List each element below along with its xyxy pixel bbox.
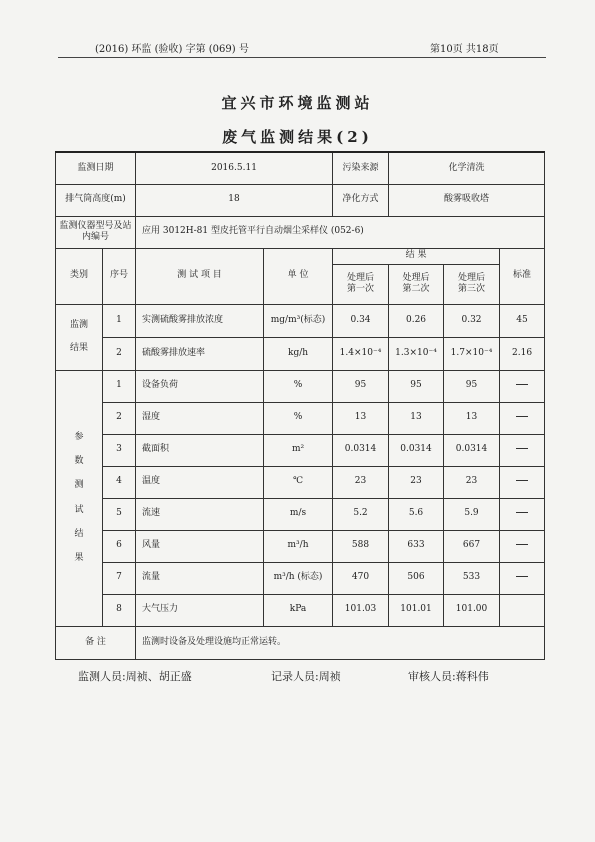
standard-empty-cell	[500, 466, 545, 498]
item-cell: 大气压力	[136, 594, 264, 626]
reviewer-staff: 审核人员:蒋科伟	[408, 670, 489, 683]
result-1-cell: 470	[333, 562, 389, 594]
seq-header: 序号	[103, 248, 136, 304]
unit-header: 单 位	[264, 248, 333, 304]
item-cell: 风量	[136, 530, 264, 562]
item-cell: 截面积	[136, 434, 264, 466]
standard-empty-cell	[500, 402, 545, 434]
group-parameter-label: 参 数 测 试 结 果	[56, 370, 103, 626]
result-3-cell: 95	[444, 370, 500, 402]
result-3-header: 处理后 第三次	[444, 264, 500, 304]
result-1-cell: 101.03	[333, 594, 389, 626]
unit-cell: m²	[264, 434, 333, 466]
table-row	[56, 562, 545, 594]
unit-cell: m/s	[264, 498, 333, 530]
result-2-cell: 0.26	[389, 304, 444, 337]
purify-label: 净化方式	[333, 184, 389, 216]
dash-mark	[516, 544, 528, 545]
document-number: (2016) 环监 (验收) 字第 (069) 号	[95, 44, 249, 55]
result-3-cell: 13	[444, 402, 500, 434]
result-2-cell: 23	[389, 466, 444, 498]
results-table	[55, 151, 545, 660]
unit-cell: %	[264, 370, 333, 402]
seq-cell: 2	[103, 337, 136, 370]
height-label: 排气筒高度(m)	[56, 184, 136, 216]
table-row	[56, 594, 545, 626]
result-3-cell: 5.9	[444, 498, 500, 530]
standard-empty-cell	[500, 530, 545, 562]
instrument-value: 应用 3012H-81 型皮托管平行自动烟尘采样仪 (052-6)	[136, 216, 545, 248]
table-row	[56, 304, 545, 337]
result-3-cell: 667	[444, 530, 500, 562]
result-3-cell: 0.32	[444, 304, 500, 337]
report-title: 废气监测结果(2)	[222, 128, 373, 146]
height-value: 18	[136, 184, 333, 216]
result-2-cell: 1.3×10⁻⁴	[389, 337, 444, 370]
date-label: 监测日期	[56, 152, 136, 184]
seq-cell: 6	[103, 530, 136, 562]
result-1-cell: 0.34	[333, 304, 389, 337]
item-cell: 硫酸雾排放速率	[136, 337, 264, 370]
unit-cell: m³/h	[264, 530, 333, 562]
source-label: 污染来源	[333, 152, 389, 184]
date-row	[56, 152, 545, 184]
table-row	[56, 337, 545, 370]
result-3-cell: 1.7×10⁻⁴	[444, 337, 500, 370]
seq-cell: 1	[103, 304, 136, 337]
seq-cell: 4	[103, 466, 136, 498]
results-header: 结 果	[333, 248, 500, 264]
recorder-staff: 记录人员:周祯	[271, 670, 341, 683]
page-indicator: 第10页 共18页	[430, 44, 499, 55]
result-2-header: 处理后 第二次	[389, 264, 444, 304]
result-1-cell: 0.0314	[333, 434, 389, 466]
result-1-cell: 23	[333, 466, 389, 498]
monitor-staff: 监测人员:周祯、胡正盛	[78, 670, 192, 683]
result-3-cell: 101.00	[444, 594, 500, 626]
date-value: 2016.5.11	[136, 152, 333, 184]
standard-empty-cell	[500, 498, 545, 530]
item-cell: 温度	[136, 466, 264, 498]
remark-value: 监测时设备及处理设施均正常运转。	[136, 626, 545, 659]
unit-cell: mg/m³(标态)	[264, 304, 333, 337]
standard-header: 标准	[500, 248, 545, 304]
item-cell: 流量	[136, 562, 264, 594]
unit-cell: kPa	[264, 594, 333, 626]
dash-mark	[516, 384, 528, 385]
item-header: 测 试 项 目	[136, 248, 264, 304]
item-cell: 湿度	[136, 402, 264, 434]
remark-label: 备 注	[56, 626, 136, 659]
standard-cell: 45	[500, 304, 545, 337]
table-row	[56, 402, 545, 434]
unit-cell: kg/h	[264, 337, 333, 370]
instrument-row	[56, 216, 545, 248]
unit-cell: ℃	[264, 466, 333, 498]
group-monitoring-label: 监测 结果	[56, 304, 103, 370]
standard-empty-cell	[500, 434, 545, 466]
result-2-cell: 506	[389, 562, 444, 594]
item-cell: 流速	[136, 498, 264, 530]
dash-mark	[516, 448, 528, 449]
result-3-cell: 23	[444, 466, 500, 498]
dash-mark	[516, 480, 528, 481]
standard-empty-cell	[500, 594, 545, 626]
source-value: 化学清洗	[389, 152, 545, 184]
dash-mark	[516, 512, 528, 513]
seq-cell: 2	[103, 402, 136, 434]
table-row	[56, 530, 545, 562]
table-row	[56, 466, 545, 498]
result-1-cell: 13	[333, 402, 389, 434]
seq-cell: 5	[103, 498, 136, 530]
unit-cell: %	[264, 402, 333, 434]
seq-cell: 1	[103, 370, 136, 402]
table-row	[56, 434, 545, 466]
result-1-cell: 5.2	[333, 498, 389, 530]
result-3-cell: 0.0314	[444, 434, 500, 466]
height-row	[56, 184, 545, 216]
dash-mark	[516, 416, 528, 417]
unit-cell: m³/h (标态)	[264, 562, 333, 594]
result-2-cell: 633	[389, 530, 444, 562]
column-header-row-1	[56, 248, 545, 264]
instrument-label: 监测仪器型号及站内编号	[56, 216, 136, 248]
result-1-cell: 588	[333, 530, 389, 562]
result-2-cell: 5.6	[389, 498, 444, 530]
category-header: 类别	[56, 248, 103, 304]
dash-mark	[516, 576, 528, 577]
header-rule	[58, 57, 546, 58]
standard-cell: 2.16	[500, 337, 545, 370]
result-2-cell: 95	[389, 370, 444, 402]
seq-cell: 3	[103, 434, 136, 466]
item-cell: 设备负荷	[136, 370, 264, 402]
result-3-cell: 533	[444, 562, 500, 594]
result-1-header: 处理后 第一次	[333, 264, 389, 304]
table-row	[56, 498, 545, 530]
result-1-cell: 1.4×10⁻⁴	[333, 337, 389, 370]
result-2-cell: 13	[389, 402, 444, 434]
station-title: 宜兴市环境监测站	[221, 94, 374, 112]
seq-cell: 8	[103, 594, 136, 626]
standard-empty-cell	[500, 562, 545, 594]
remark-row	[56, 626, 545, 659]
result-1-cell: 95	[333, 370, 389, 402]
result-2-cell: 0.0314	[389, 434, 444, 466]
result-2-cell: 101.01	[389, 594, 444, 626]
purify-value: 酸雾吸收塔	[389, 184, 545, 216]
item-cell: 实测硫酸雾排放浓度	[136, 304, 264, 337]
table-row	[56, 370, 545, 402]
seq-cell: 7	[103, 562, 136, 594]
standard-empty-cell	[500, 370, 545, 402]
